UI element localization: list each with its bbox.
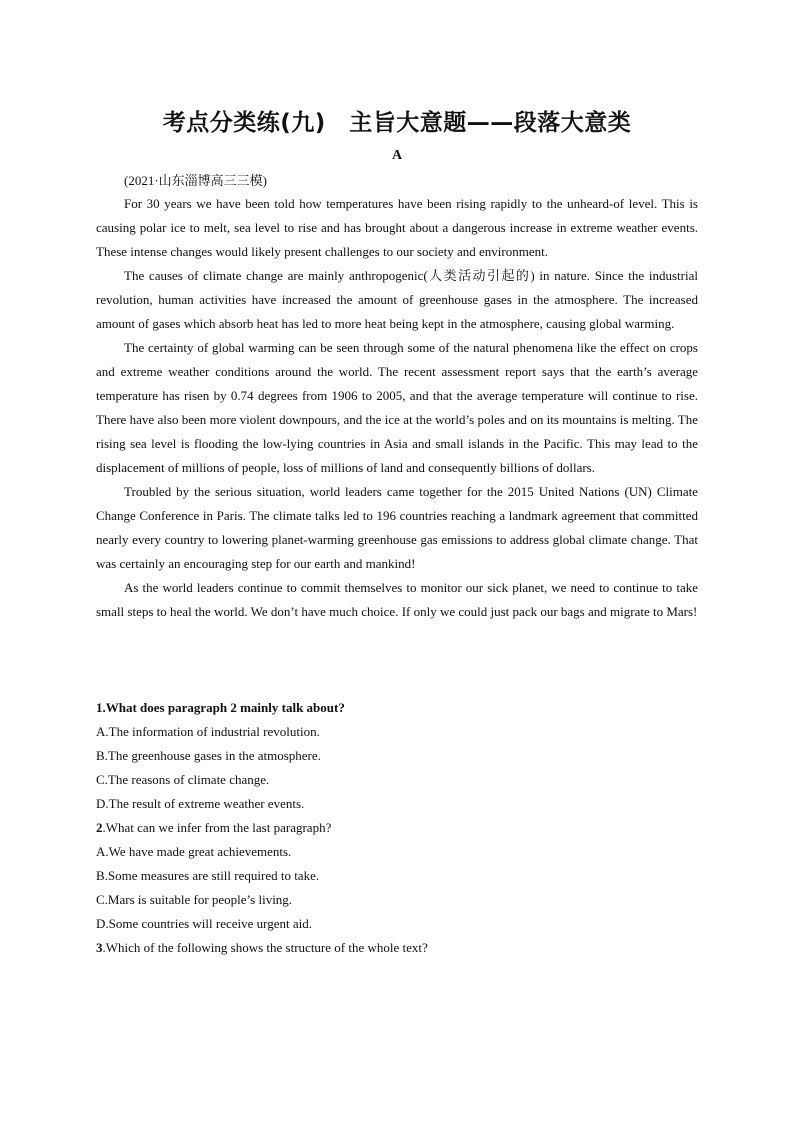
question-stem: .Which of the following shows the structure of the whole text? [102,940,428,955]
question-1 [96,696,698,720]
question-number: 3 [96,940,103,955]
paragraph: The certainty of global warming can be seen through some of the natural phenomena like the effect on crops and extreme weather conditions around the world. The recent assessment report says that the earth’s average temperature has risen by 0.74 degrees from 1906 to 2005, and that the average temperature will continue to rise. There have also been more violent downpours, and the ice at the world’s poles and on its mountains is melting. The rising sea level is flooding the low-lying countries in Asia and small islands in the Pacific. This may lead to the displacement of millions of people, loss of millions of land and consequently billions of dollars. [96,340,698,475]
source-note: (2021·山东淄博高三三模) [124,173,267,188]
answer-option: B.The greenhouse gases in the atmosphere. [96,748,321,763]
question-number: 1 [96,700,103,715]
section-label: A [391,148,403,163]
question-stem: .What can we infer from the last paragraph? [102,820,332,835]
answer-option: A.The information of industrial revolution. [96,724,320,739]
question-stem: .What does paragraph 2 mainly talk about? [102,700,345,715]
answer-option: B.Some measures are still required to take. [96,868,320,883]
paragraph: For 30 years we have been told how temperatures have been rising rapidly to the unheard-of level. This is causing polar ice to melt, sea level to rise and has brought about a dangerous increase in extreme weather events. These intense changes would likely present challenges to our society and environment. [96,196,698,259]
answer-option: C.Mars is suitable for people’s living. [96,892,293,907]
question-list [96,696,698,960]
question-number: 2 [96,820,103,835]
answer-option: D.The result of extreme weather events. [96,796,305,811]
answer-option: D.Some countries will receive urgent aid. [96,916,313,931]
page-title: 考点分类练(九) 主旨大意题——段落大意类 [162,110,632,136]
paragraph: The causes of climate change are mainly anthropogenic(人类活动引起的) in nature. Since the industrial revolution, human activities have increased the amount of greenhouse gases in the atmosphere. The increased amount of gases which absorb heat has led to more heat being kept in the atmosphere, causing global warming. [96,268,698,331]
paragraph: As the world leaders continue to commit themselves to monitor our sick planet, we need to continue to take small steps to heal the world. We don’t have much choice. If only we could just pack our bags and migrate to Mars! [96,580,698,619]
passage [96,192,698,624]
answer-option: C.The reasons of climate change. [96,772,270,787]
answer-option: A.We have made great achievements. [96,844,292,859]
paragraph: Troubled by the serious situation, world leaders came together for the 2015 United Nations (UN) Climate Change Conference in Paris. The climate talks led to 196 countries reaching a landmark agreement that committed nearly every country to lowering planet-warming greenhouse gas emissions to address global climate change. That was certainly an encouraging step for our earth and mankind! [96,484,698,571]
question-3 [96,936,698,960]
question-2 [96,816,698,840]
